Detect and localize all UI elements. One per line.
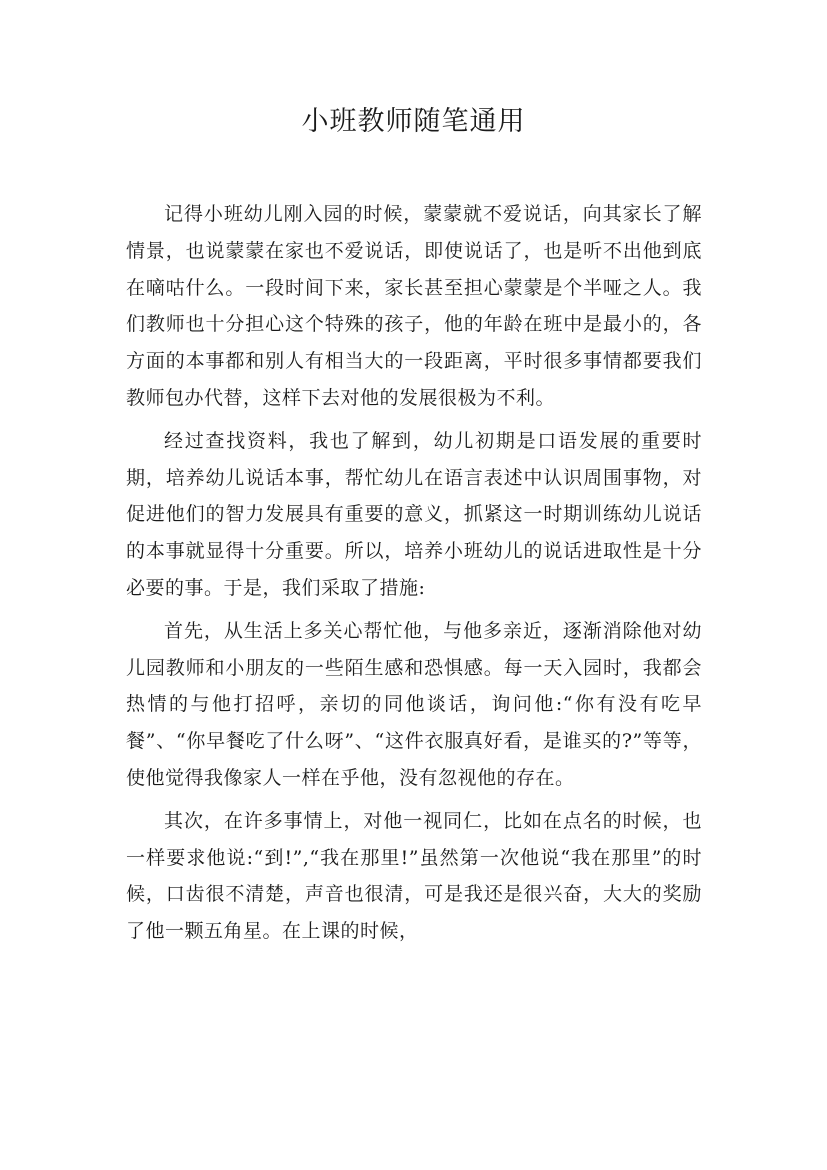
paragraph: 首先，从生活上多关心帮忙他，与他多亲近，逐渐消除他对幼儿园教师和小朋友的一些陌生感和恐惧感。每一天入园时，我都会热情的与他打招呼，亲切的同他谈话，询问他:“你有没有吃早餐”、“你早餐吃了什么呀”、“这件衣服真好看，是谁买的?”等等，使他觉得我像家人一样在乎他，没有忽视他的存在。 — [126, 619, 702, 789]
paragraph: 记得小班幼儿刚入园的时候，蒙蒙就不爱说话，向其家长了解情景，也说蒙蒙在家也不爱说话，即使说话了，也是听不出他到底在嘀咕什么。一段时间下来，家长甚至担心蒙蒙是个半哑之人。我们教师也十分担心这个特殊的孩子，他的年龄在班中是最小的，各方面的本事都和别人有相当大的一段距离，平时很多事情都要我们教师包办代替，这样下去对他的发展很极为不利。 — [126, 203, 702, 409]
paragraph: 其次，在许多事情上，对他一视同仁，比如在点名的时候，也一样要求他说:“到!”,“我在那里!”虽然第一次他说“我在那里”的时候，口齿很不清楚，声音也很清，可是我还是很兴奋，大大的奖励了他一颗五角星。在上课的时候， — [126, 809, 702, 943]
document-body — [126, 196, 702, 956]
paragraph: 经过查找资料，我也了解到，幼儿初期是口语发展的重要时期，培养幼儿说话本事，帮忙幼儿在语言表述中认识周围事物，对促进他们的智力发展具有重要的意义，抓紧这一时期训练幼儿说话的本事就显得十分重要。所以，培养小班幼儿的说话进取性是十分必要的事。于是，我们采取了措施: — [126, 429, 702, 599]
document-title: 小班教师随笔通用 — [301, 106, 526, 137]
